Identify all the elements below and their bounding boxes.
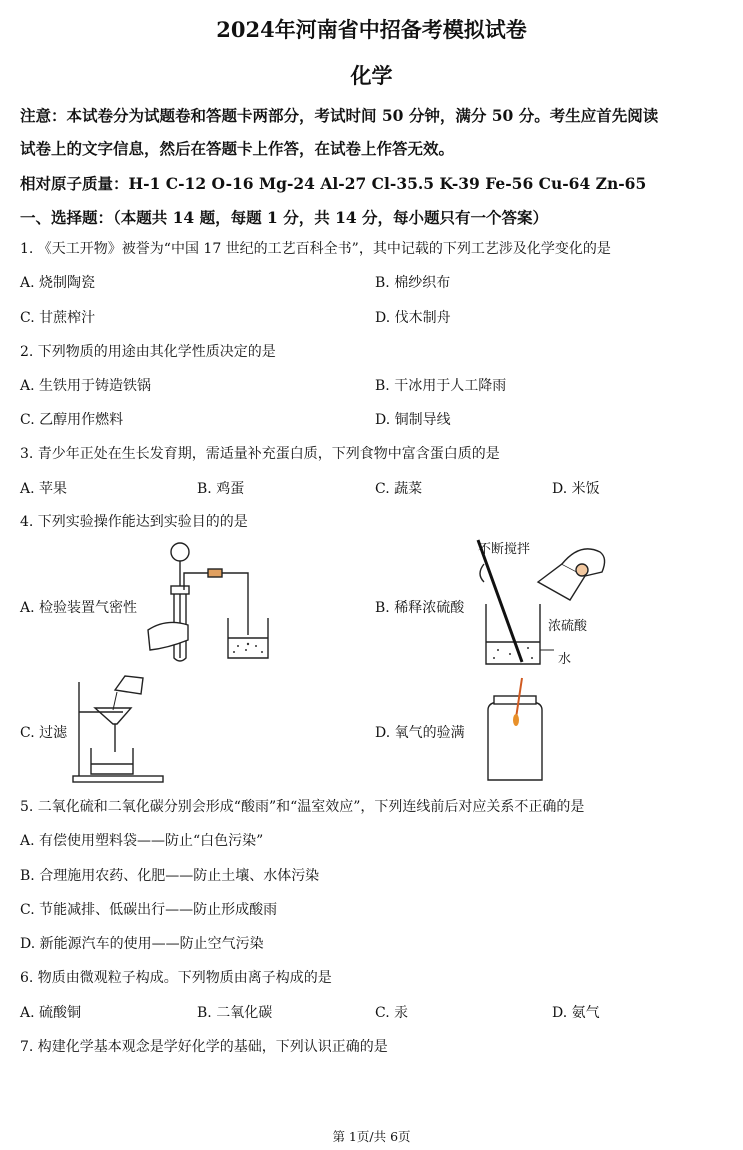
question-1-stem: 1. 《天工开物》被誉为“中国 17 世纪的工艺百科全书”，其中记载的下列工艺涉及化学变化的是 — [20, 241, 611, 257]
label-stir: 不断搅拌 — [478, 542, 531, 557]
q5-option-d: D. 新能源汽车的使用——防止空气污染 — [20, 936, 264, 952]
q5-option-a: A. 有偿使用塑料袋——防止“白色污染” — [20, 833, 264, 849]
subject-title: 化学 — [350, 63, 393, 88]
q2-option-a: A. 生铁用于铸造铁锅 — [20, 378, 152, 394]
section-1-heading: 一、选择题：（本题共 14 题，每题 1 分，共 14 分，每小题只有一个答案） — [20, 208, 549, 227]
q4-option-c: C. 过滤 — [20, 725, 68, 741]
q3-option-b: B. 鸡蛋 — [197, 481, 245, 497]
figure-filtration — [73, 672, 163, 784]
question-6-stem: 6. 物质由微观粒子构成。下列物质由离子构成的是 — [20, 970, 332, 986]
q3-option-d: D. 米饭 — [552, 481, 600, 497]
q6-option-c: C. 汞 — [375, 1005, 409, 1021]
q2-option-c: C. 乙醇用作燃料 — [20, 412, 124, 428]
label-concentrated-acid: 浓硫酸 — [548, 619, 588, 634]
question-7-stem: 7. 构建化学基本观念是学好化学的基础，下列认识正确的是 — [20, 1039, 388, 1055]
q1-option-a: A. 烧制陶瓷 — [20, 275, 96, 291]
notice-line-2: 试卷上的文字信息，然后在答题卡上作答，在试卷上作答无效。 — [20, 139, 455, 158]
question-5-stem: 5. 二氧化硫和二氧化碳分别会形成“酸雨”和“温室效应”，下列连线前后对应关系不正确的是 — [20, 799, 585, 815]
q2-option-d: D. 铜制导线 — [375, 412, 451, 428]
q4-option-b: B. 稀释浓硫酸 — [375, 600, 465, 616]
q2-option-b: B. 干冰用于人工降雨 — [375, 378, 507, 394]
notice-line-1: 注意：本试卷分为试题卷和答题卡两部分，考试时间 50 分钟，满分 50 分。考生应首先阅读 — [20, 106, 659, 125]
figure-oxygen-full-test — [478, 676, 553, 786]
q6-option-b: B. 二氧化碳 — [197, 1005, 273, 1021]
q5-option-b: B. 合理施用农药、化肥——防止土壤、水体污染 — [20, 868, 320, 884]
q3-option-a: A. 苹果 — [20, 481, 68, 497]
q1-option-b: B. 棉纱织布 — [375, 275, 451, 291]
question-3-stem: 3. 青少年正处在生长发育期，需适量补充蛋白质，下列食物中富含蛋白质的是 — [20, 446, 500, 462]
atomic-masses: 相对原子质量：H-1 C-12 O-16 Mg-24 Al-27 Cl-35.5 K-39 Fe-56 Cu-64 Zn-65 — [20, 174, 647, 193]
q6-option-d: D. 氨气 — [552, 1005, 600, 1021]
q6-option-a: A. 硫酸铜 — [20, 1005, 82, 1021]
question-2-stem: 2. 下列物质的用途由其化学性质决定的是 — [20, 344, 276, 360]
q4-option-d: D. 氧气的验满 — [375, 725, 465, 741]
question-4-stem: 4. 下列实验操作能达到实验目的的是 — [20, 514, 248, 530]
q1-option-d: D. 伐木制舟 — [375, 310, 451, 326]
q4-option-a: A. 检验装置气密性 — [20, 600, 138, 616]
label-water: 水 — [558, 652, 572, 667]
figure-airtightness-apparatus — [148, 540, 273, 665]
q3-option-c: C. 蔬菜 — [375, 481, 423, 497]
q1-option-c: C. 甘蔗榨汁 — [20, 310, 96, 326]
q5-option-c: C. 节能减排、低碳出行——防止形成酸雨 — [20, 902, 278, 918]
page-footer: 第 1页/共 6页 — [332, 1129, 411, 1144]
page-title: 2024年河南省中招备考模拟试卷 — [216, 17, 527, 42]
